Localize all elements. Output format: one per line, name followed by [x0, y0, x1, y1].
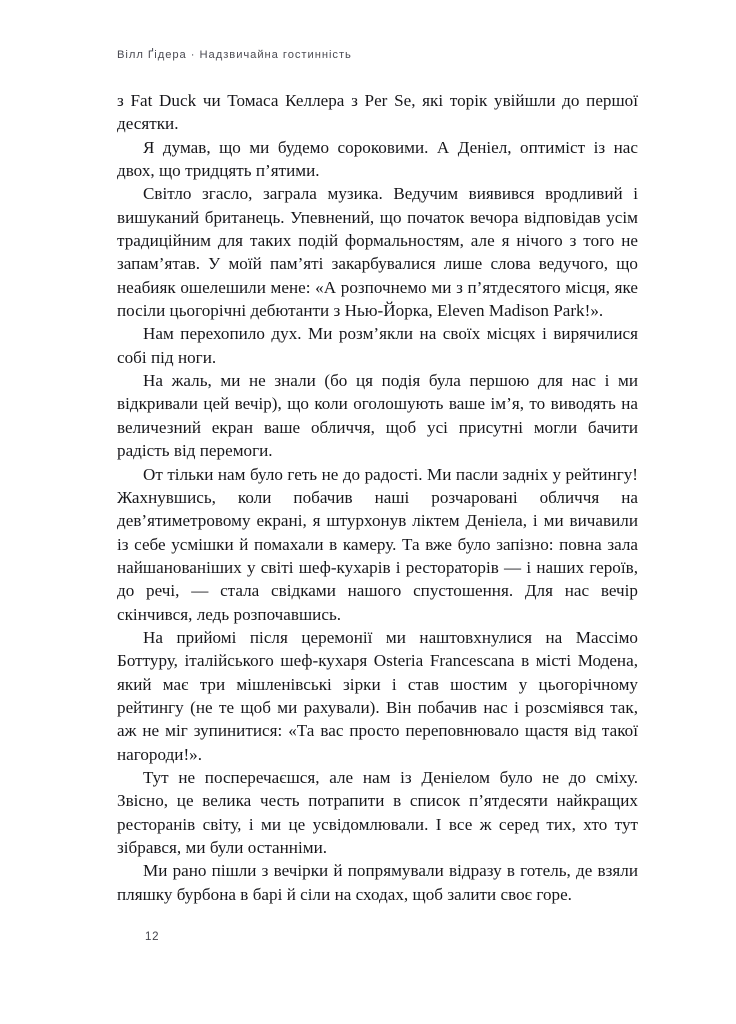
paragraph: Ми рано пішли з вечірки й попрямували відразу в готель, де взяли пляшку бурбона в барі й сіли на сходах, щоб залити своє горе. [117, 861, 638, 904]
running-head [117, 48, 637, 62]
paragraph: Світло згасло, заграла музика. Ведучим виявився вродливий і вишуканий британець. Упевнений, що початок вечора відповідав усім традиційним для таких подій формальностям, але я нічого з того не запам’ятав. У моїй пам’яті закарбувалися лише слова ведучого, що неабияк ошелешили мене: «А розпочнемо ми з п’ятдесятого місця, яке посіли цьогорічні дебютанти з Нью-Йорка, Eleven Madison Park!». [117, 184, 638, 321]
paragraph: Тут не посперечаєшся, але нам із Деніелом було не до сміху. Звісно, це велика честь потрапити в список п’ятдесяти найкращих ресторанів світу, і ми це усвідомлювали. І все ж серед тих, хто тут зібрався, ми були останніми. [117, 767, 638, 857]
paragraph: От тільки нам було геть не до радості. Ми пасли задніх у рейтингу! Жахнувшись, коли побачив наші розчаровані обличчя на дев’ятиметровому екрані, я штурхонув ліктем Деніела, і ми вичавили із себе усмішки й помахали в камеру. Та вже було запізно: повна зала найшанованіших у світі шеф-кухарів і рестораторів — і наших героїв, до речі, — стала свідками нашого спустошення. Для нас вечір скінчився, ледь розпочавшись. [117, 464, 638, 624]
paragraph: На прийомі після церемонії ми наштовхнулися на Массімо Боттуру, італійського шеф-кухаря Osteria Francescana в місті Модена, який має три мішленівські зірки і став шостим у цьогорічному рейтингу (не те щоб ми рахували). Він побачив нас і розсміявся так, аж не міг зупинитися: «Та вас просто переповнювало щастя від такої нагороди!». [117, 627, 638, 764]
body-text-column [117, 89, 638, 906]
page-number: 12 [145, 931, 160, 943]
paragraph: Нам перехопило дух. Ми розм’якли на своїх місцях і вирячилися собі під ноги. [117, 324, 638, 367]
paragraph: з Fat Duck чи Томаса Келлера з Per Se, які торік увійшли до першої десятки. [117, 91, 638, 134]
running-head-text: Вілл Ґідера · Надзвичайна гостинність [117, 49, 352, 61]
paragraph: Я думав, що ми будемо сороковими. А Деніел, оптиміст із нас двох, що тридцять п’ятими. [117, 137, 638, 181]
paragraph: На жаль, ми не знали (бо ця подія була першою для нас і ми відкривали цей вечір), що коли оголошують ваше ім’я, то виводять на величезний екран ваше обличчя, щоб усі присутні могли бачити радість від перемоги. [117, 371, 638, 461]
